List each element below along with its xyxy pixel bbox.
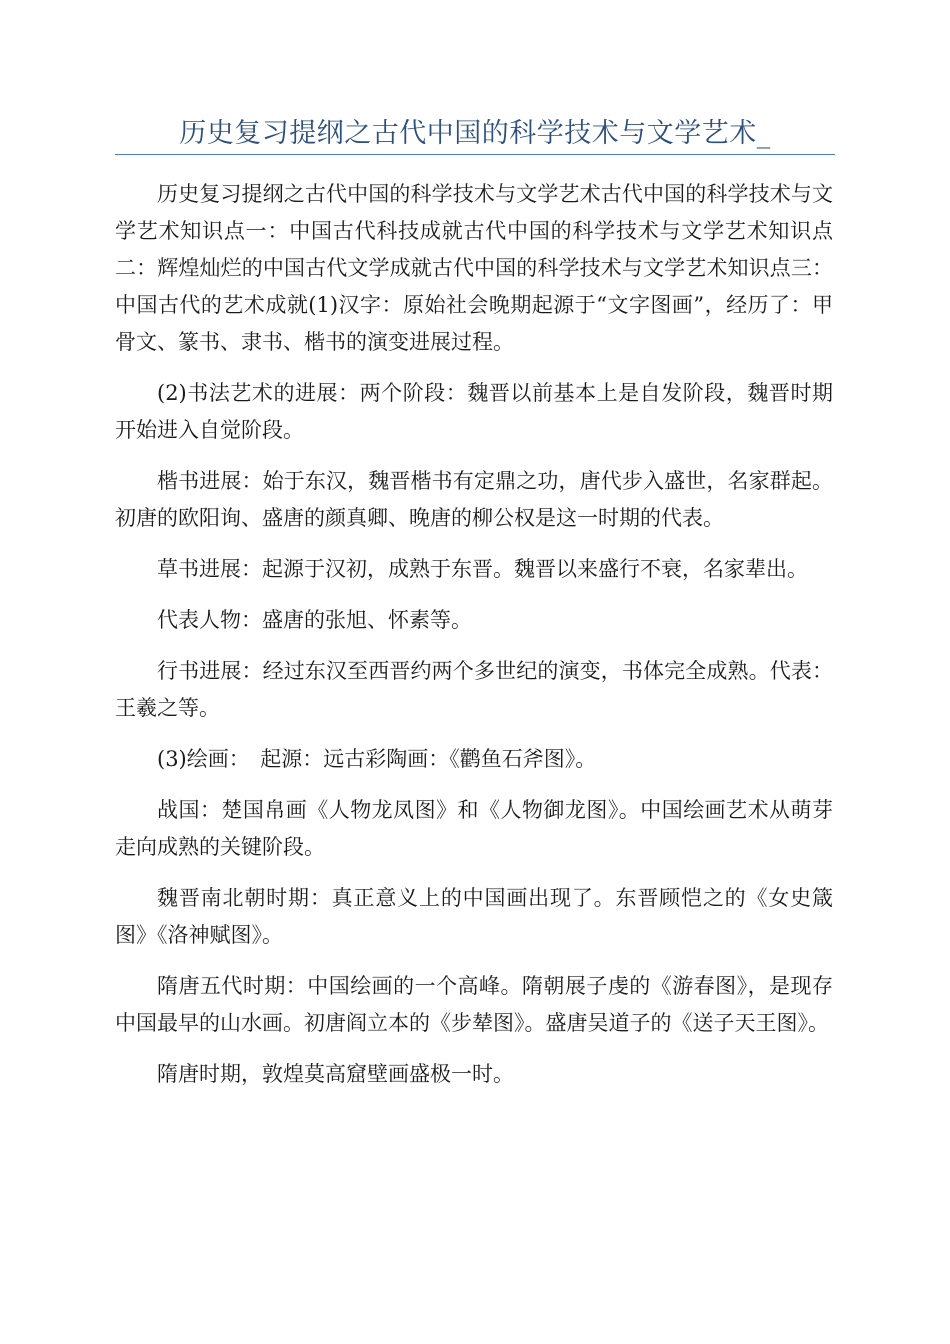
paragraph: (3)绘画： 起源：远古彩陶画：《鹳鱼石斧图》。	[157, 747, 597, 771]
document-body	[115, 176, 833, 1107]
paragraph: 代表人物：盛唐的张旭、怀素等。	[157, 608, 472, 632]
paragraph: 隋唐时期，敦煌莫高窟壁画盛极一时。	[157, 1062, 514, 1086]
document-title: 历史复习提纲之古代中国的科学技术与文学艺术_	[179, 118, 771, 149]
paragraph: (2)书法艺术的进展：两个阶段：魏晋以前基本上是自发阶段，魏晋时期开始进入自觉阶段。	[115, 381, 833, 442]
paragraph: 历史复习提纲之古代中国的科学技术与文学艺术古代中国的科学技术与文学艺术知识点一：中国古代科技成就古代中国的科学技术与文学艺术知识点二：辉煌灿烂的中国古代文学成就古代中国的科学技术与文学艺术知识点三：中国古代的艺术成就(1)汉字：原始社会晚期起源于“文字图画”，经历了：甲骨文、篆书、隶书、楷书的演变进展过程。	[115, 182, 833, 354]
paragraph: 魏晋南北朝时期：真正意义上的中国画出现了。东晋顾恺之的《女史箴图》《洛神赋图》。	[115, 886, 833, 947]
paragraph: 草书进展：起源于汉初，成熟于东晋。魏晋以来盛行不衰，名家辈出。	[157, 557, 808, 581]
paragraph: 楷书进展：始于东汉，魏晋楷书有定鼎之功，唐代步入盛世，名家群起。初唐的欧阳询、盛唐的颜真卿、晚唐的柳公权是这一时期的代表。	[115, 469, 833, 530]
paragraph: 隋唐五代时期：中国绘画的一个高峰。隋朝展子虔的《游春图》，是现存中国最早的山水画。初唐阎立本的《步辇图》。盛唐吴道子的《送子天王图》。	[115, 974, 833, 1035]
title-underline	[115, 154, 835, 155]
paragraph: 行书进展：经过东汉至西晋约两个多世纪的演变，书体完全成熟。代表：王羲之等。	[115, 659, 833, 720]
paragraph: 战国：楚国帛画《人物龙凤图》和《人物御龙图》。中国绘画艺术从萌芽走向成熟的关键阶段。	[115, 798, 833, 859]
